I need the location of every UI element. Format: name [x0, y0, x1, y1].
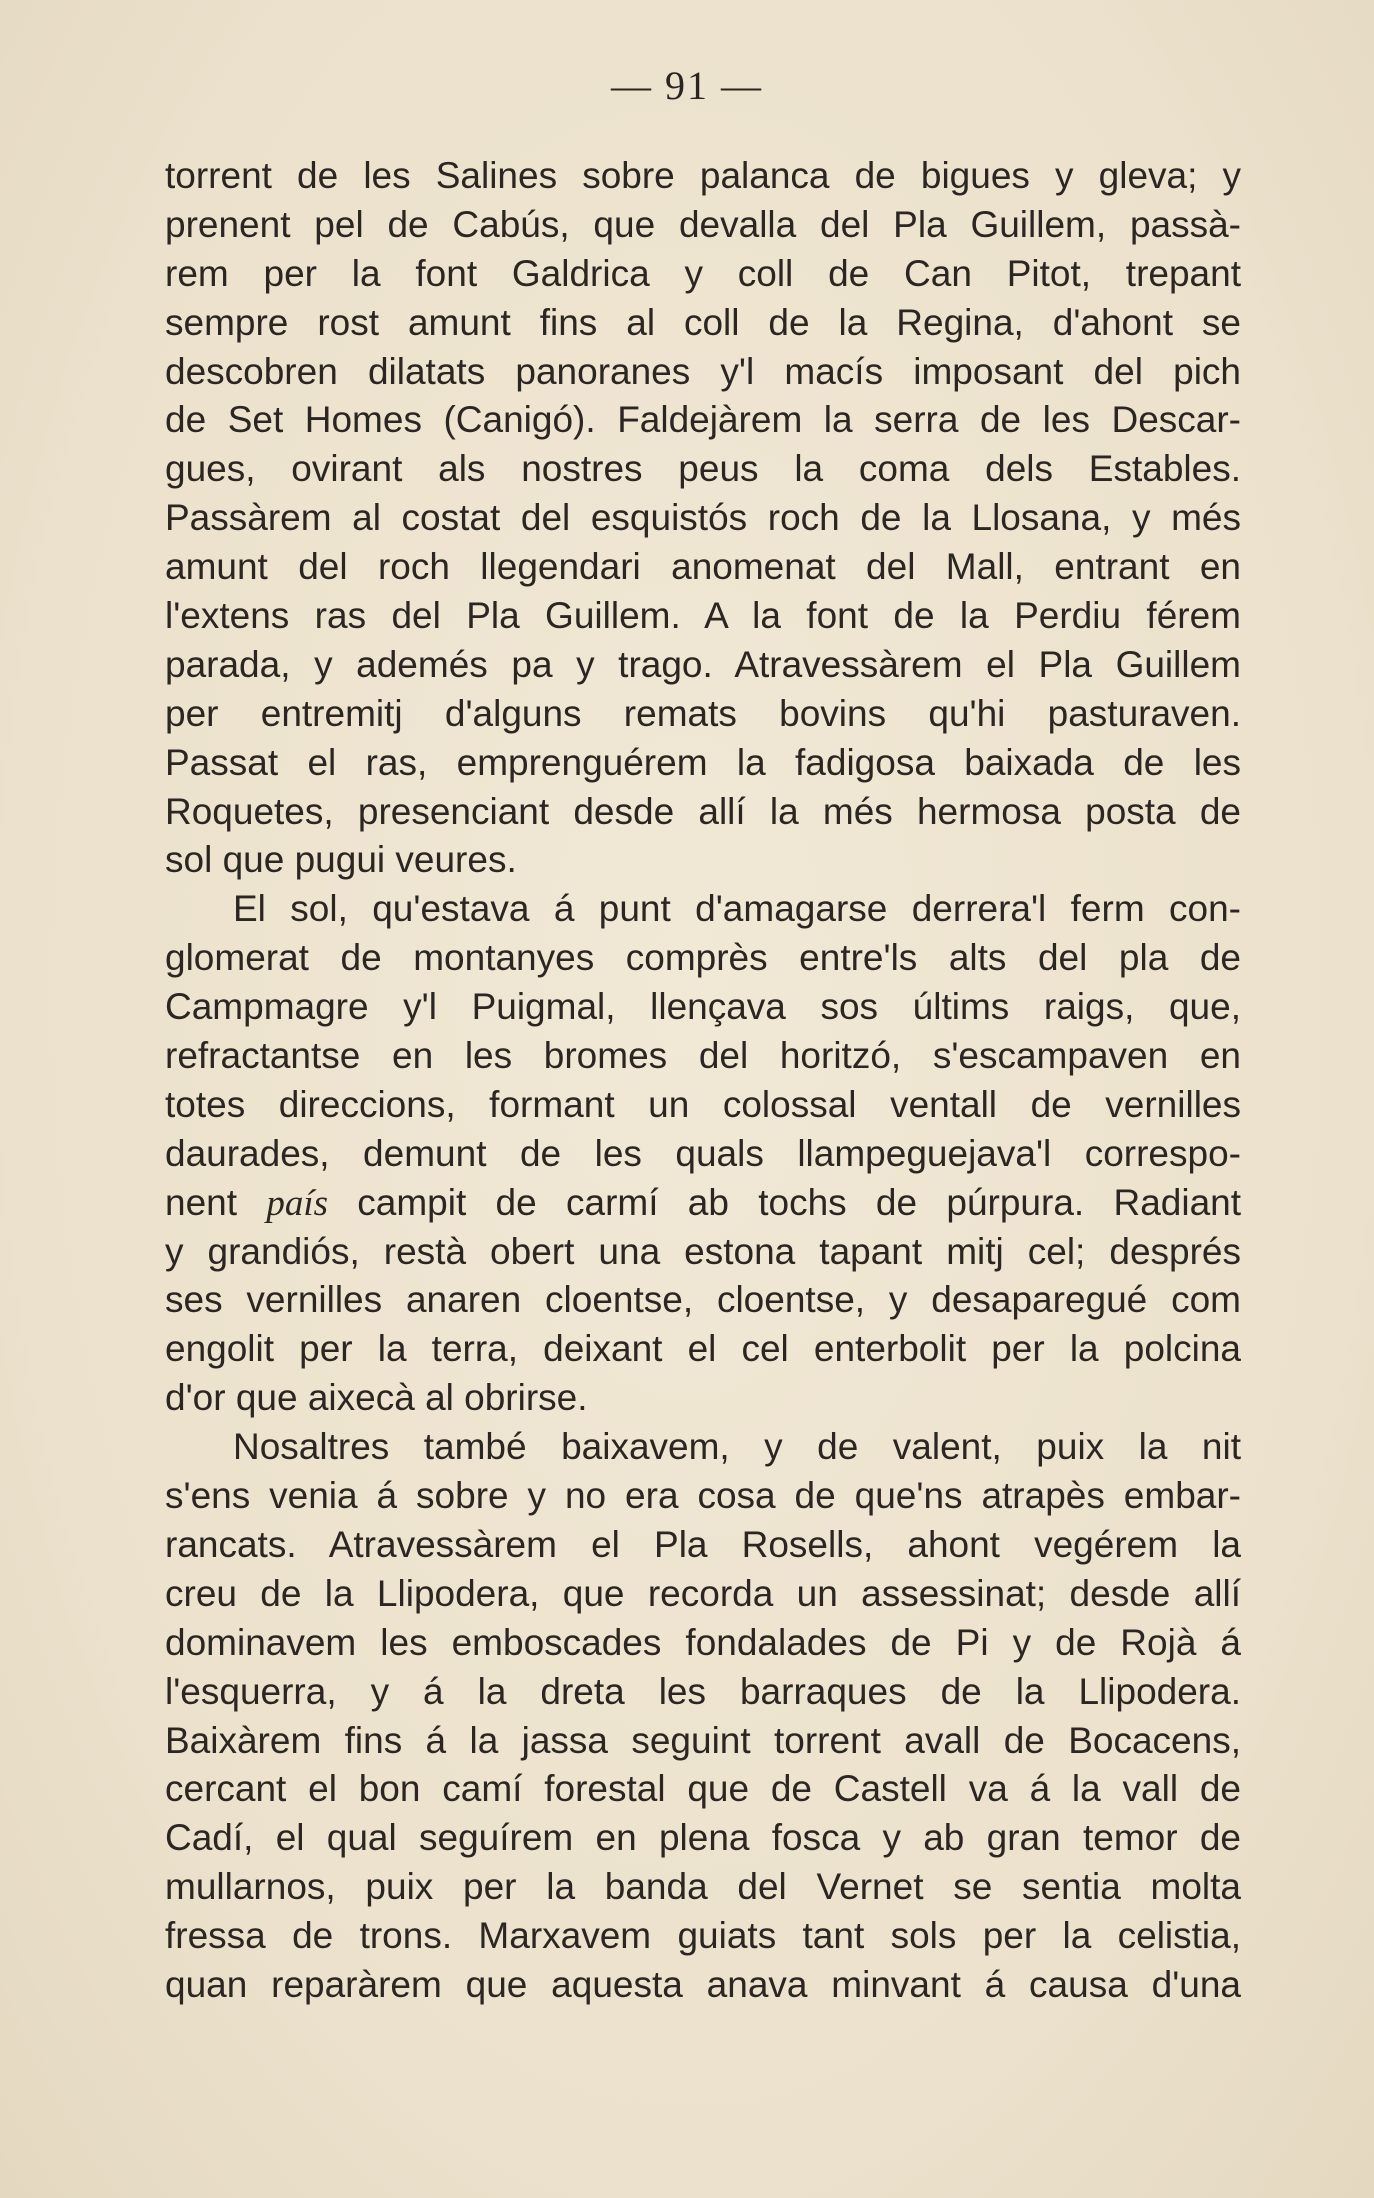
text-line: refractantse en les bromes del horitzó, s'escampaven en	[165, 1035, 1241, 1077]
body-text	[165, 152, 1241, 2010]
text-line: ses vernilles anaren cloentse, cloentse, y desaparegué com	[165, 1279, 1241, 1321]
text-line: l'extens ras del Pla Guillem. A la font de la Perdiu férem	[165, 595, 1241, 637]
text-line: Passat el ras, emprenguérem la fadigosa baixada de les	[165, 741, 1241, 783]
text-line: totes direccions, formant un colossal ventall de vernilles	[165, 1083, 1241, 1125]
text-line: Cadí, el qual seguírem en plena fosca y ab gran temor de	[165, 1817, 1241, 1859]
text-line: rem per la font Galdrica y coll de Can Pitot, trepant	[165, 252, 1241, 294]
page-number: — 91 —	[611, 63, 763, 108]
text-line: mullarnos, puix per la banda del Vernet se sentia molta	[165, 1866, 1241, 1908]
text-line: creu de la Llipodera, que recorda un assessinat; desde allí	[165, 1572, 1241, 1614]
text-line: de Set Homes (Canigó). Faldejàrem la serra de les Descar-	[165, 399, 1241, 441]
text-line: Campmagre y'l Puigmal, llençava sos últims raigs, que,	[165, 986, 1241, 1028]
text-line: torrent de les Salines sobre palanca de bigues y gleva; y	[165, 155, 1241, 196]
text-line: Baixàrem fins á la jassa seguint torrent avall de Bocacens,	[165, 1719, 1241, 1761]
text-run: campit de carmí ab tochs de púrpura. Radiant	[328, 1181, 1241, 1223]
text-line: descobren dilatats panoranes y'l macís imposant del pich	[165, 350, 1241, 392]
text-line: Roquetes, presenciant desde allí la més hermosa posta de	[165, 790, 1241, 832]
text-line: engolit per la terra, deixant el cel enterbolit per la polcina	[165, 1328, 1241, 1370]
text-line-with-italic	[165, 1179, 1241, 1228]
italic-word: país	[266, 1182, 328, 1224]
text-line: glomerat de montanyes comprès entre'ls alts del pla de	[165, 937, 1241, 979]
text-line: prenent pel de Cabús, que devalla del Pla Guillem, passà-	[165, 203, 1241, 245]
text-line: El sol, qu'estava á punt d'amagarse derrera'l ferm con-	[233, 888, 1241, 930]
text-line: amunt del roch llegendari anomenat del Mall, entrant en	[165, 546, 1241, 588]
text-line: sempre rost amunt fins al coll de la Regina, d'ahont se	[165, 301, 1241, 343]
text-line: quan reparàrem que aquesta anava minvant á causa d'una	[165, 1963, 1241, 2005]
text-line: per entremitj d'alguns remats bovins qu'hi pasturaven.	[165, 692, 1241, 734]
text-line: l'esquerra, y á la dreta les barraques de la Llipodera.	[165, 1670, 1241, 1712]
text-line: cercant el bon camí forestal que de Castell va á la vall de	[165, 1768, 1241, 1810]
text-line: sol que pugui veures.	[165, 839, 517, 881]
text-line: s'ens venia á sobre y no era cosa de que'ns atrapès embar-	[165, 1475, 1241, 1517]
text-line: d'or que aixecà al obrirse.	[165, 1377, 588, 1419]
text-run: nent	[165, 1181, 267, 1223]
text-line: y grandiós, restà obert una estona tapant mitj cel; després	[165, 1230, 1241, 1272]
text-line: Nosaltres també baixavem, y de valent, puix la nit	[233, 1426, 1241, 1468]
text-line: Passàrem al costat del esquistós roch de la Llosana, y més	[165, 497, 1241, 539]
text-line: dominavem les emboscades fondalades de Pi y de Rojà á	[165, 1621, 1241, 1663]
text-line: daurades, demunt de les quals llampeguejava'l correspo-	[165, 1132, 1241, 1174]
text-line: rancats. Atravessàrem el Pla Rosells, ahont vegérem la	[165, 1523, 1241, 1565]
text-line: parada, y ademés pa y trago. Atravessàrem el Pla Guillem	[165, 643, 1241, 685]
text-line: fressa de trons. Marxavem guiats tant sols per la celistia,	[165, 1915, 1241, 1957]
text-line: gues, ovirant als nostres peus la coma dels Estables.	[165, 448, 1241, 490]
